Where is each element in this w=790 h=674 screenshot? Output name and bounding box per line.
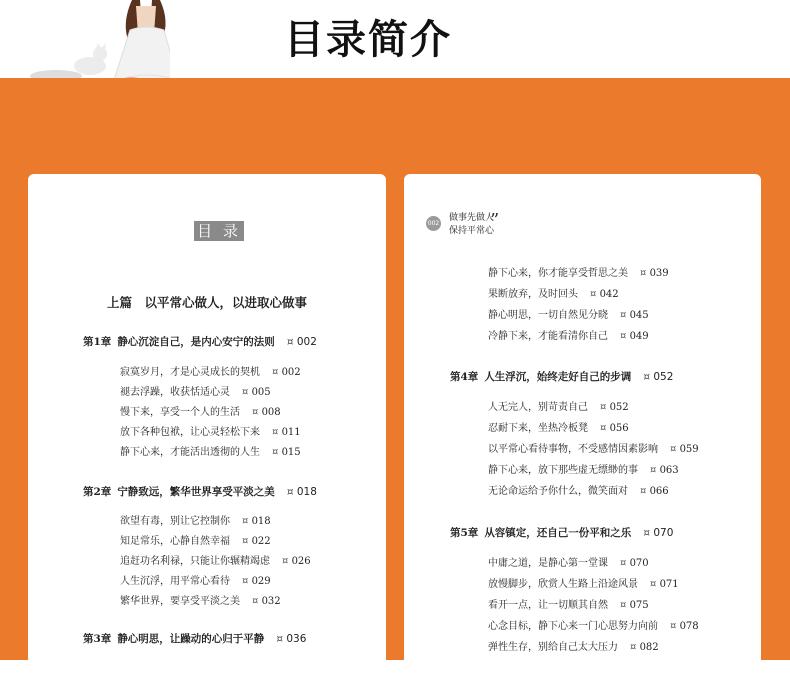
toc-entry: 中庸之道，是静心第一堂课 ¤ 070 [488, 558, 649, 569]
toc-entry: 忍耐下来，坐热冷板凳 ¤ 056 [488, 423, 629, 434]
chapter-heading: 第5章 从容镇定，还自己一份平和之乐 ¤ 070 [450, 527, 674, 539]
quote-mark-icon: ” [490, 210, 500, 231]
toc-entry: 心念目标，静下心来一门心思努力向前 ¤ 078 [488, 621, 699, 632]
toc-entry: 静下心来，你才能享受哲思之美 ¤ 039 [488, 268, 669, 279]
toc-entry: 欲望有毒，别让它控制你 ¤ 018 [120, 516, 271, 527]
chapter-heading: 第2章 宁静致远，繁华世界享受平淡之美 ¤ 018 [83, 486, 317, 498]
toc-badge: 目 录 [194, 221, 244, 241]
toc-entry: 人无完人，别苛责自己 ¤ 052 [488, 402, 629, 413]
page-number-badge: 002 [426, 216, 441, 231]
toc-entry: 弹性生存，别给自己太大压力 ¤ 082 [488, 642, 659, 653]
page-title: 目录简介 [284, 17, 452, 63]
toc-entry: 知足常乐，心静自然幸福 ¤ 022 [120, 536, 271, 547]
running-head-text: 做事先做人 保持平常心 [449, 213, 495, 236]
part-title: 上篇 以平常心做人，以进取心做事 [106, 295, 307, 310]
girl-illustration-icon [20, 0, 170, 84]
toc-entry: 寂寞岁月，才是心灵成长的契机 ¤ 002 [120, 367, 301, 378]
toc-entry: 以平常心看待事物，不受感情因素影响 ¤ 059 [488, 444, 699, 455]
toc-entry: 放下各种包袱，让心灵轻松下来 ¤ 011 [120, 427, 301, 438]
chapter-heading: 第4章 人生浮沉，始终走好自己的步调 ¤ 052 [450, 371, 674, 383]
toc-entry: 静心明思，一切自然见分晓 ¤ 045 [488, 310, 649, 321]
toc-left-page [28, 174, 386, 674]
chapter-heading: 第1章 静心沉淀自己，是内心安宁的法则 ¤ 002 [83, 336, 317, 348]
chapter-heading: 第3章 静心明思，让躁动的心归于平静 ¤ 036 [83, 633, 307, 645]
toc-entry: 繁华世界，要享受平淡之美 ¤ 032 [120, 596, 281, 607]
toc-entry: 静下心来，才能活出透彻的人生 ¤ 015 [120, 447, 301, 458]
toc-entry: 放慢脚步，欣赏人生路上沿途风景 ¤ 071 [488, 579, 679, 590]
toc-right-page [404, 174, 761, 674]
page-header [0, 0, 790, 78]
toc-entry: 褪去浮躁，收获恬适心灵 ¤ 005 [120, 387, 271, 398]
toc-entry: 人生沉浮，用平常心看待 ¤ 029 [120, 576, 271, 587]
toc-entry: 冷静下来，才能看清你自己 ¤ 049 [488, 331, 649, 342]
toc-entry: 追赶功名利禄，只能让你辗精竭虑 ¤ 026 [120, 556, 311, 567]
toc-entry: 静下心来，放下那些虚无缥缈的事 ¤ 063 [488, 465, 679, 476]
toc-entry: 无论命运给予你什么，微笑面对 ¤ 066 [488, 486, 669, 497]
toc-entry: 果断放弃，及时回头 ¤ 042 [488, 289, 619, 300]
toc-entry: 看开一点，让一切顺其自然 ¤ 075 [488, 600, 649, 611]
toc-entry: 慢下来，享受一个人的生活 ¤ 008 [120, 407, 281, 418]
